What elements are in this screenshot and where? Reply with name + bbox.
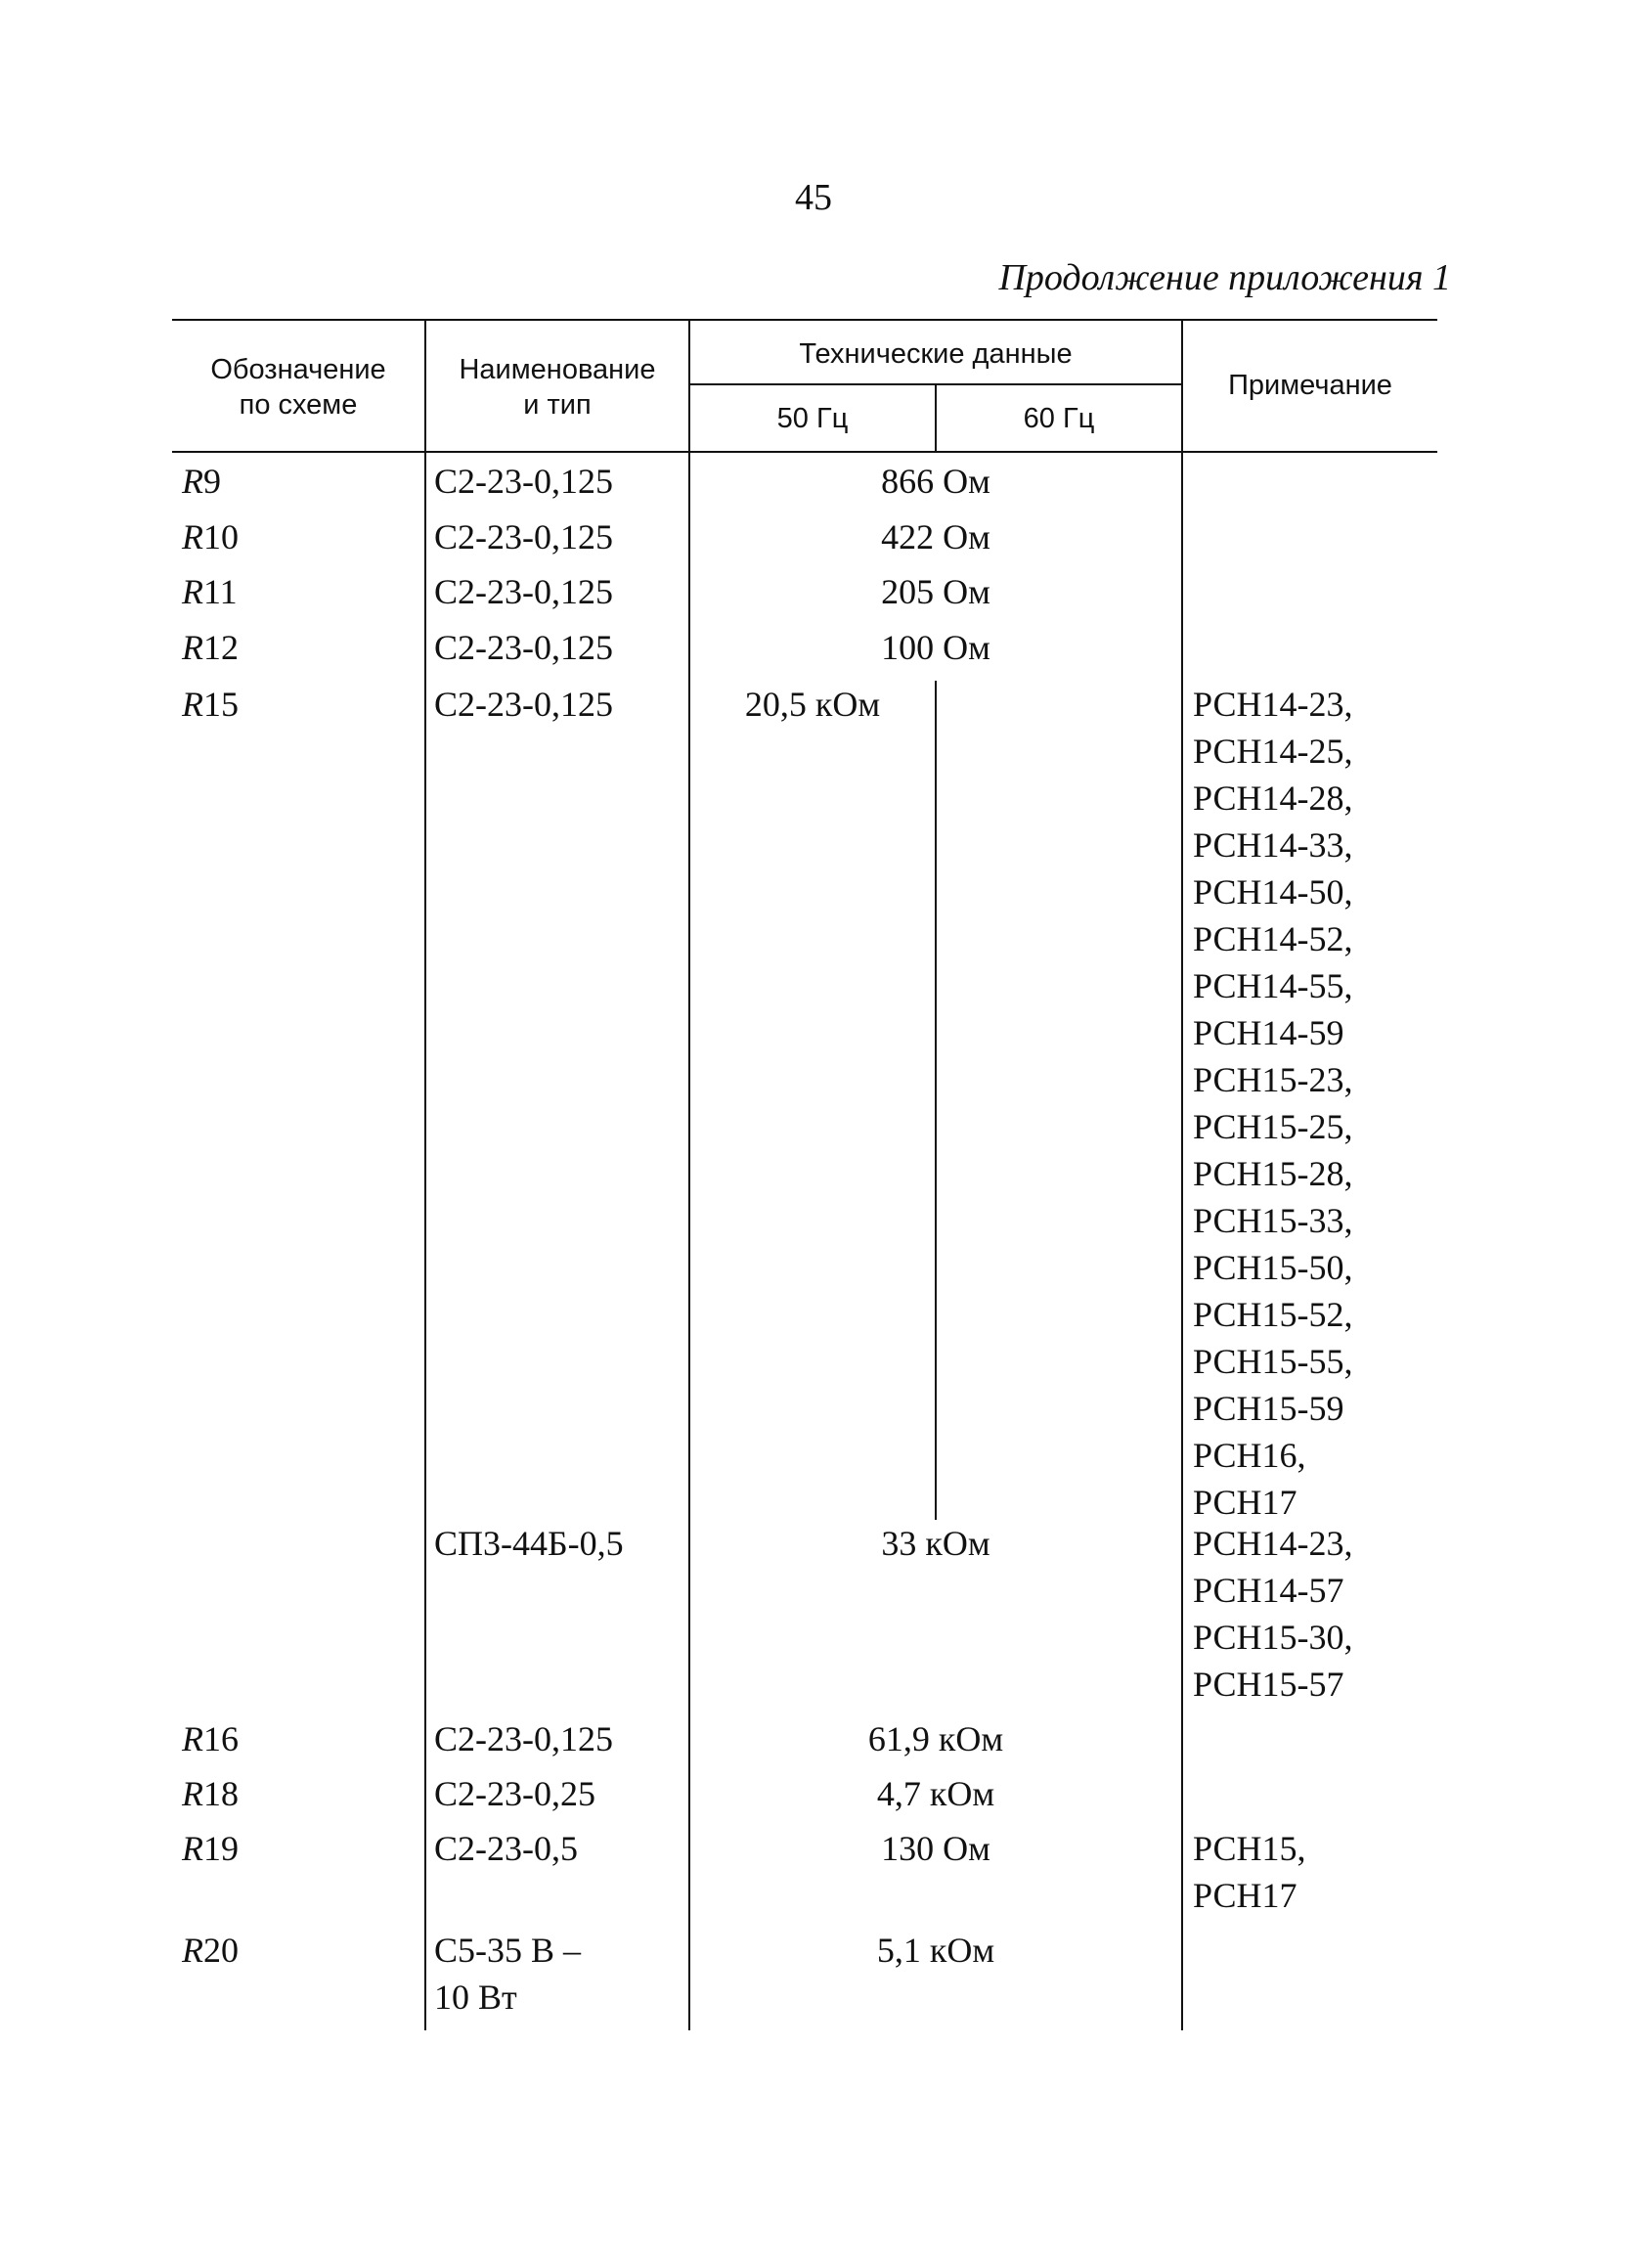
note-line: РСН16, (1193, 1436, 1306, 1475)
type-line: С2-23-0,125 (434, 517, 613, 556)
designation-number: 11 (203, 572, 238, 611)
header-name-type-line1: Наименование (459, 354, 656, 385)
value-cell: 20,5 кОм (744, 685, 881, 724)
note-cell (1193, 1825, 1305, 1919)
designation-cell (182, 1770, 239, 1817)
type-cell (434, 513, 613, 560)
note-line: РСН15-28, (1193, 1154, 1353, 1193)
type-line: С2-23-0,125 (434, 572, 613, 611)
continuation-title: Продолжение приложения 1 (998, 257, 1451, 298)
note-line: РСН14-52, (1193, 919, 1353, 958)
value-cell: 100 Ом (881, 628, 990, 667)
type-cell (434, 1770, 595, 1817)
note-line: РСН14-28, (1193, 778, 1353, 818)
designation-number: 15 (203, 685, 239, 724)
designation-cell (182, 458, 221, 505)
page-number: 45 (795, 177, 832, 218)
note-line: РСН17 (1193, 1876, 1297, 1915)
designation-letter: R (182, 685, 203, 724)
note-line: РСН15-57 (1193, 1665, 1344, 1704)
note-line: РСН15, (1193, 1829, 1306, 1868)
col-divider-3 (1181, 319, 1183, 2030)
type-line: СП3-44Б-0,5 (434, 1524, 624, 1563)
note-line: РСН14-23, (1193, 1524, 1353, 1563)
designation-number: 16 (203, 1719, 239, 1758)
designation-number: 9 (203, 462, 221, 501)
note-line: РСН15-25, (1193, 1107, 1353, 1146)
note-line: РСН14-50, (1193, 872, 1353, 912)
note-line: РСН15-23, (1193, 1060, 1353, 1099)
header-tech-data: Технические данные (799, 338, 1073, 370)
note-line: РСН14-57 (1193, 1571, 1344, 1610)
col-divider-1 (424, 319, 426, 2030)
value-cell: 866 Ом (881, 462, 990, 501)
note-line: РСН15-33, (1193, 1201, 1353, 1240)
note-cell (1193, 1520, 1352, 1708)
designation-letter: R (182, 462, 203, 501)
header-name-type-line2: и тип (523, 389, 592, 421)
value-cell: 4,7 кОм (876, 1774, 995, 1813)
designation-number: 20 (203, 1931, 239, 1970)
designation-number: 19 (203, 1829, 239, 1868)
value-cell: 33 кОм (881, 1524, 990, 1563)
note-line: РСН15-55, (1193, 1342, 1353, 1381)
note-line: РСН17 (1193, 1483, 1297, 1522)
type-cell (434, 568, 613, 615)
type-cell (434, 624, 613, 671)
value-cell: 422 Ом (881, 517, 990, 556)
type-line: С2-23-0,125 (434, 685, 613, 724)
value-cell: 61,9 кОм (867, 1719, 1004, 1758)
header-designation-line2: по схеме (239, 389, 358, 421)
type-line: С2-23-0,5 (434, 1829, 578, 1868)
note-line: РСН15-52, (1193, 1295, 1353, 1334)
table-top-rule (172, 319, 1437, 321)
designation-letter: R (182, 1774, 203, 1813)
designation-cell (182, 681, 239, 728)
designation-letter: R (182, 628, 203, 667)
header-designation-line1: Обозначение (210, 354, 386, 385)
designation-cell (182, 568, 238, 615)
designation-letter: R (182, 572, 203, 611)
type-cell (434, 1520, 624, 1567)
header-bottom-rule (172, 451, 1437, 453)
type-line: 10 Вт (434, 1978, 517, 2017)
type-cell (434, 458, 613, 505)
note-line: РСН15-30, (1193, 1618, 1353, 1657)
note-line: РСН14-33, (1193, 825, 1353, 865)
designation-letter: R (182, 1829, 203, 1868)
type-cell (434, 1715, 613, 1762)
type-line: С2-23-0,25 (434, 1774, 595, 1813)
note-line: РСН14-23, (1193, 685, 1353, 724)
components-table (172, 319, 1437, 2030)
type-cell (434, 1927, 581, 2021)
note-line: РСН15-50, (1193, 1248, 1353, 1287)
note-line: РСН14-25, (1193, 732, 1353, 771)
header-designation (172, 352, 424, 422)
r15-hz-divider (935, 681, 937, 1520)
designation-number: 12 (203, 628, 239, 667)
note-line: РСН15-59 (1193, 1389, 1344, 1428)
designation-letter: R (182, 1719, 203, 1758)
type-line: С2-23-0,125 (434, 628, 613, 667)
designation-number: 10 (203, 517, 239, 556)
header-note: Примечание (1228, 370, 1392, 401)
designation-letter: R (182, 517, 203, 556)
designation-number: 18 (203, 1774, 239, 1813)
designation-cell (182, 1715, 239, 1762)
designation-letter: R (182, 1931, 203, 1970)
header-name-type (426, 352, 688, 422)
value-cell: 130 Ом (881, 1829, 990, 1868)
type-line: С2-23-0,125 (434, 462, 613, 501)
value-cell: 205 Ом (881, 572, 990, 611)
header-50hz: 50 Гц (776, 403, 849, 434)
note-line: РСН14-59 (1193, 1013, 1344, 1052)
note-cell (1193, 681, 1352, 1526)
type-line: С2-23-0,125 (434, 1719, 613, 1758)
designation-cell (182, 1825, 239, 1872)
type-cell (434, 681, 613, 728)
value-cell: 5,1 кОм (876, 1931, 995, 1970)
designation-cell (182, 624, 239, 671)
note-line: РСН14-55, (1193, 966, 1353, 1005)
designation-cell (182, 513, 239, 560)
header-60hz: 60 Гц (1023, 403, 1095, 434)
type-line: С5-35 В – (434, 1931, 582, 1970)
type-cell (434, 1825, 578, 1872)
designation-cell (182, 1927, 239, 1974)
